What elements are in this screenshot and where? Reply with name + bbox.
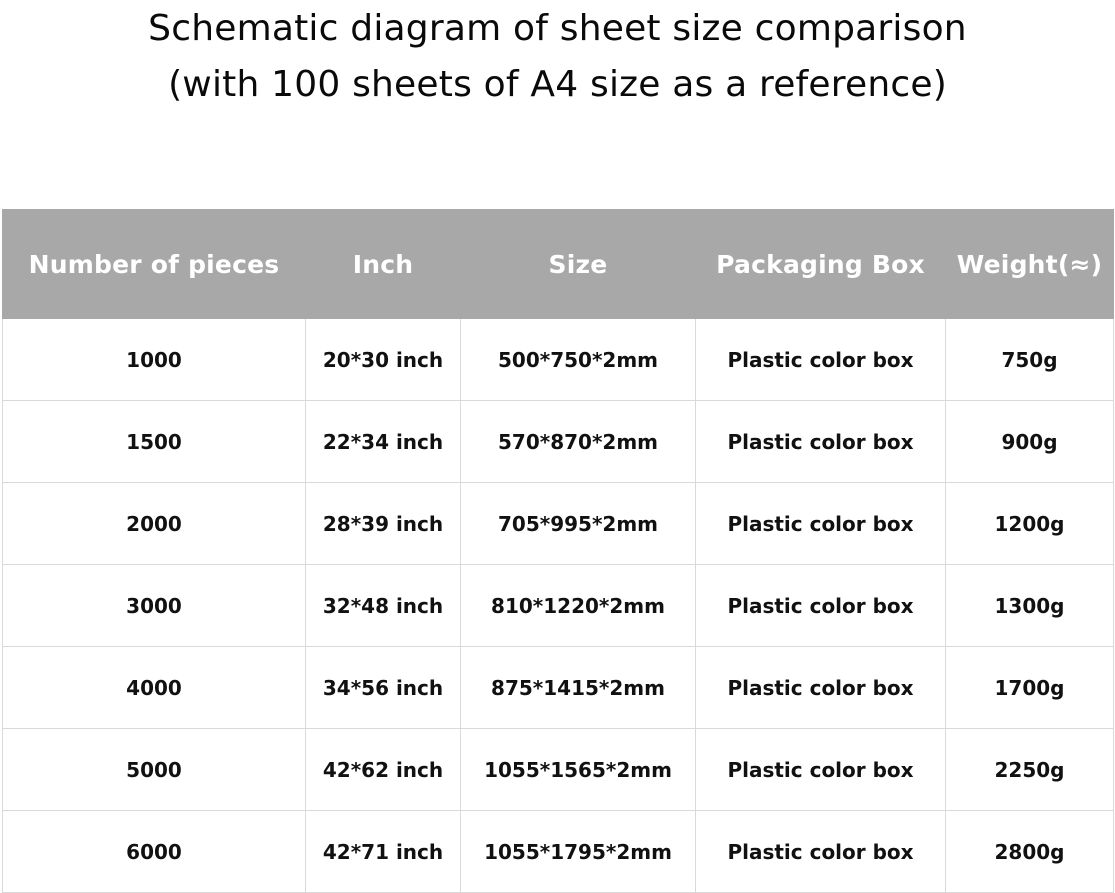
table-body: [3, 319, 1114, 893]
cell-number-of-pieces: 2000: [3, 483, 306, 565]
cell-size: 705*995*2mm: [461, 483, 696, 565]
table-row: [3, 483, 1114, 565]
cell-number-of-pieces: 5000: [3, 729, 306, 811]
size-comparison-table: [2, 209, 1114, 893]
cell-weight: 1700g: [946, 647, 1114, 729]
cell-size: 570*870*2mm: [461, 401, 696, 483]
page-title-line-1: Schematic diagram of sheet size comparison: [148, 8, 967, 49]
cell-packaging-box: Plastic color box: [696, 729, 946, 811]
column-header-number-of-pieces: Number of pieces: [3, 210, 306, 319]
table-header-row: [3, 210, 1114, 319]
table-row: [3, 319, 1114, 401]
cell-inch: 32*48 inch: [306, 565, 461, 647]
cell-packaging-box: Plastic color box: [696, 647, 946, 729]
cell-inch: 42*62 inch: [306, 729, 461, 811]
cell-packaging-box: Plastic color box: [696, 401, 946, 483]
cell-size: 875*1415*2mm: [461, 647, 696, 729]
cell-number-of-pieces: 4000: [3, 647, 306, 729]
table-row: [3, 401, 1114, 483]
cell-packaging-box: Plastic color box: [696, 319, 946, 401]
size-comparison-table-wrapper: [2, 209, 1113, 893]
cell-inch: 42*71 inch: [306, 811, 461, 893]
cell-weight: 2800g: [946, 811, 1114, 893]
column-header-weight: Weight(≈): [946, 210, 1114, 319]
cell-packaging-box: Plastic color box: [696, 483, 946, 565]
column-header-size: Size: [461, 210, 696, 319]
page-title-line-2: (with 100 sheets of A4 size as a reference): [168, 64, 947, 106]
column-header-inch: Inch: [306, 210, 461, 319]
table-row: [3, 565, 1114, 647]
cell-number-of-pieces: 1000: [3, 319, 306, 401]
cell-inch: 34*56 inch: [306, 647, 461, 729]
table-row: [3, 647, 1114, 729]
cell-size: 1055*1795*2mm: [461, 811, 696, 893]
cell-inch: 20*30 inch: [306, 319, 461, 401]
table-header: [3, 210, 1114, 319]
cell-size: 1055*1565*2mm: [461, 729, 696, 811]
cell-weight: 1200g: [946, 483, 1114, 565]
cell-inch: 22*34 inch: [306, 401, 461, 483]
cell-packaging-box: Plastic color box: [696, 565, 946, 647]
cell-size: 810*1220*2mm: [461, 565, 696, 647]
cell-size: 500*750*2mm: [461, 319, 696, 401]
cell-weight: 750g: [946, 319, 1114, 401]
title-block: [0, 0, 1115, 108]
cell-packaging-box: Plastic color box: [696, 811, 946, 893]
cell-number-of-pieces: 1500: [3, 401, 306, 483]
table-row: [3, 811, 1114, 893]
column-header-packaging-box: Packaging Box: [696, 210, 946, 319]
cell-number-of-pieces: 3000: [3, 565, 306, 647]
cell-inch: 28*39 inch: [306, 483, 461, 565]
cell-weight: 1300g: [946, 565, 1114, 647]
cell-number-of-pieces: 6000: [3, 811, 306, 893]
cell-weight: 900g: [946, 401, 1114, 483]
cell-weight: 2250g: [946, 729, 1114, 811]
table-row: [3, 729, 1114, 811]
